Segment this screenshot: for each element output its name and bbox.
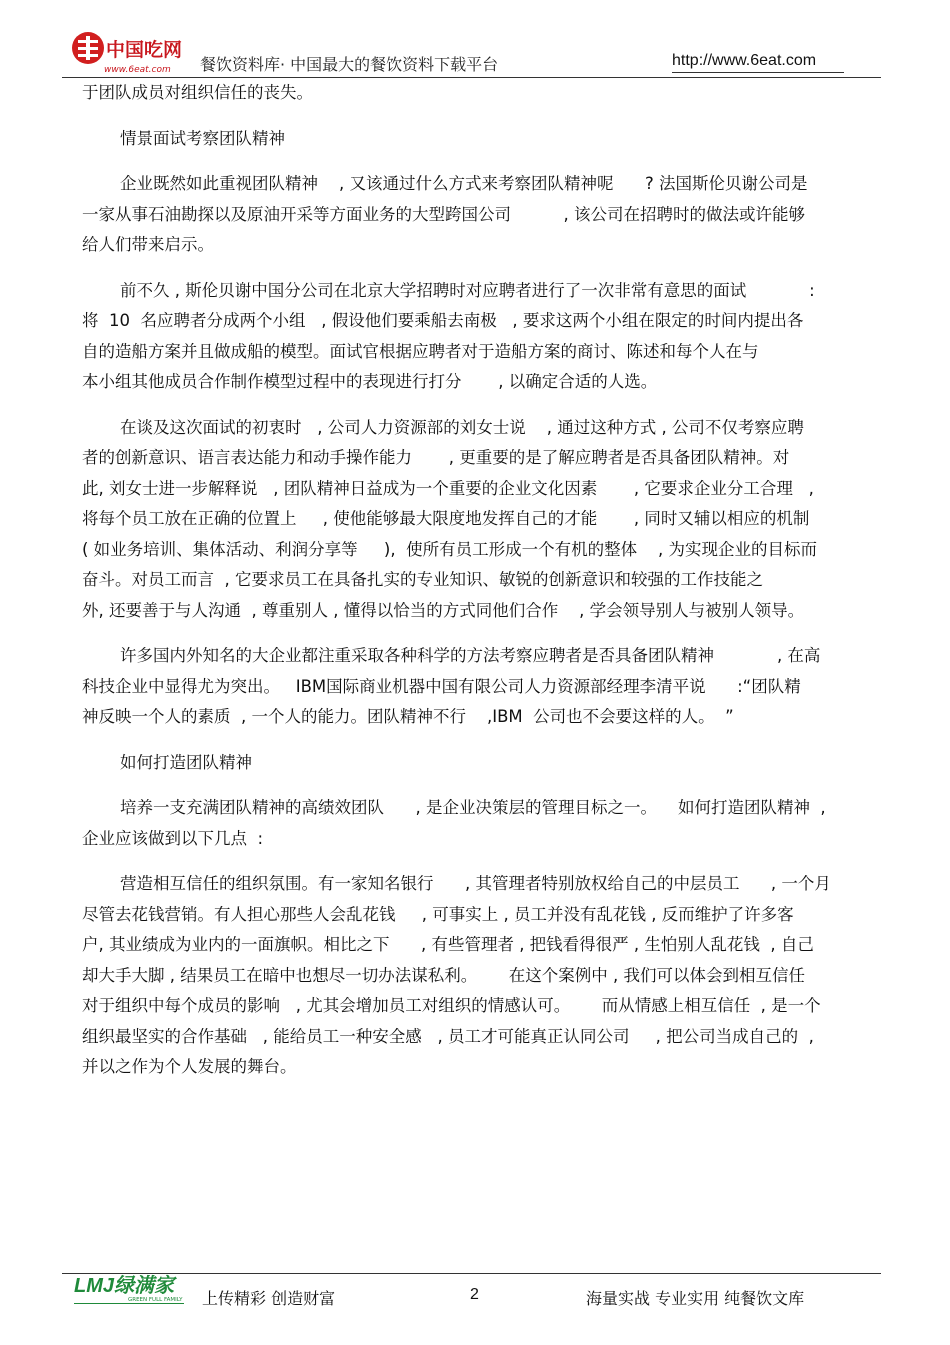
page-number: 2: [470, 1286, 479, 1303]
text-line: 许多国内外知名的大企业都注重采取各种科学的方法考察应聘者是否具备团队精神 , 在高: [120, 646, 821, 665]
logo-subtext: www.6eat.com: [104, 65, 171, 75]
text-line: 培养一支充满团队精神的高绩效团队 , 是企业决策层的管理目标之一。 如何打造团队精神 ,: [120, 798, 826, 817]
text-line: 前不久 , 斯伦贝谢中国分公司在北京大学招聘时对应聘者进行了一次非常有意思的面试 :: [120, 280, 815, 300]
text-line: 企业应该做到以下几点 :: [82, 828, 264, 848]
text-line: 外, 还要善于与人沟通 , 尊重别人 , 懂得以恰当的方式同他们合作 , 学会领导别人与被别人领导。: [82, 600, 805, 620]
footer-logo-text: LMJ绿满家: [74, 1275, 174, 1297]
text-line: ( 如业务培训、集体活动、利润分享等 ), 使所有员工形成一个有机的整体 , 为实现企业的目标而: [82, 539, 818, 559]
footer-logo: [72, 1270, 190, 1306]
section-heading-interview: 情景面试考察团队精神: [120, 128, 285, 148]
section-heading-build-team: 如何打造团队精神: [120, 752, 252, 772]
paragraph-5: [82, 793, 872, 854]
text-line: 户, 其业绩成为业内的一面旗帜。相比之下 , 有些管理者 , 把钱看得很严 , 生怕别人乱花钱 , 自己: [82, 935, 814, 954]
text-line: 此, 刘女士进一步解释说 , 团队精神日益成为一个重要的企业文化因素 , 它要求企业分工合理 ,: [82, 478, 814, 498]
header-title: 餐饮资料库· 中国最大的餐饮资料下载平台: [200, 55, 499, 74]
text-line: 奋斗。对员工而言 , 它要求员工在具备扎实的专业知识、敏锐的创新意识和较强的工作技能之: [82, 570, 763, 589]
paragraph-continuation: [82, 78, 872, 109]
site-logo[interactable]: [70, 28, 190, 76]
text-line: 给人们带来启示。: [82, 235, 214, 254]
text-line: 将每个员工放在正确的位置上 , 使他能够最大限度地发挥自己的才能 , 同时又辅以相应的机制: [82, 509, 810, 528]
text-line: 者的创新意识、语言表达能力和动手操作能力 , 更重要的是了解应聘者是否具备团队精神。对: [82, 448, 790, 467]
footer-tagline: 海量实战 专业实用 纯餐饮文库: [586, 1289, 805, 1308]
text-line: 本小组其他成员合作制作模型过程中的表现进行打分 , 以确定合适的人选。: [82, 372, 658, 391]
text-line: 尽管去花钱营销。有人担心那些人会乱花钱 , 可事实上 , 员工并没有乱花钱 , 反而维护了许多客: [82, 904, 794, 924]
text-line: 将 10 名应聘者分成两个小组 , 假设他们要乘船去南极 , 要求这两个小组在限定的时间内提出各: [82, 311, 804, 330]
header-url-link[interactable]: http://www.6eat.com: [672, 52, 817, 69]
paragraph-6: [82, 869, 872, 1083]
text-line: 组织最坚实的合作基础 , 能给员工一种安全感 , 员工才可能真正认同公司 , 把公司当成自己的 ,: [82, 1026, 814, 1046]
text-line: 神反映一个人的素质 , 一个人的能力。团队精神不行 ,IBM 公司也不会要这样的人。 ”: [82, 707, 734, 726]
text-line: 企业既然如此重视团队精神 , 又该通过什么方式来考察团队精神呢 ? 法国斯伦贝谢公司是: [120, 174, 808, 193]
text-line: 在谈及这次面试的初衷时 , 公司人力资源部的刘女士说 , 通过这种方式 , 公司不仅考察应聘: [120, 417, 804, 437]
page-header: [0, 0, 950, 80]
text-line: 于团队成员对组织信任的丧失。: [82, 83, 313, 102]
url-underline: [672, 72, 844, 73]
text-line: 自的造船方案并且做成船的模型。面试官根据应聘者对于造船方案的商讨、陈述和每个人在与: [82, 341, 759, 361]
footer-slogan: 上传精彩 创造财富: [202, 1289, 336, 1308]
footer-logo-subtext: GREEN FULL FAMILY: [128, 1297, 183, 1303]
text-line: 一家从事石油勘探以及原油开采等方面业务的大型跨国公司 , 该公司在招聘时的做法或许能够: [82, 204, 805, 224]
paragraph-3: [82, 413, 872, 627]
text-line: 并以之作为个人发展的舞台。: [82, 1057, 297, 1076]
text-line: 营造相互信任的组织氛围。有一家知名银行 , 其管理者特别放权给自己的中层员工 , 一个月: [120, 874, 831, 893]
text-line: 科技企业中显得尤为突出。 IBM国际商业机器中国有限公司人力资源部经理李清平说 :“团队精: [82, 676, 801, 696]
paragraph-1: [82, 169, 872, 261]
paragraph-4: [82, 641, 872, 733]
document-body: [82, 78, 872, 1098]
text-line: 却大手大脚 , 结果员工在暗中也想尽一切办法谋私利。 在这个案例中 , 我们可以体会到相互信任: [82, 965, 805, 985]
text-line: 对于组织中每个成员的影响 , 尤其会增加员工对组织的情感认可。 而从情感上相互信任 , 是一个: [82, 996, 821, 1015]
logo-text: 中国吃网: [106, 39, 183, 61]
paragraph-2: [82, 276, 872, 398]
